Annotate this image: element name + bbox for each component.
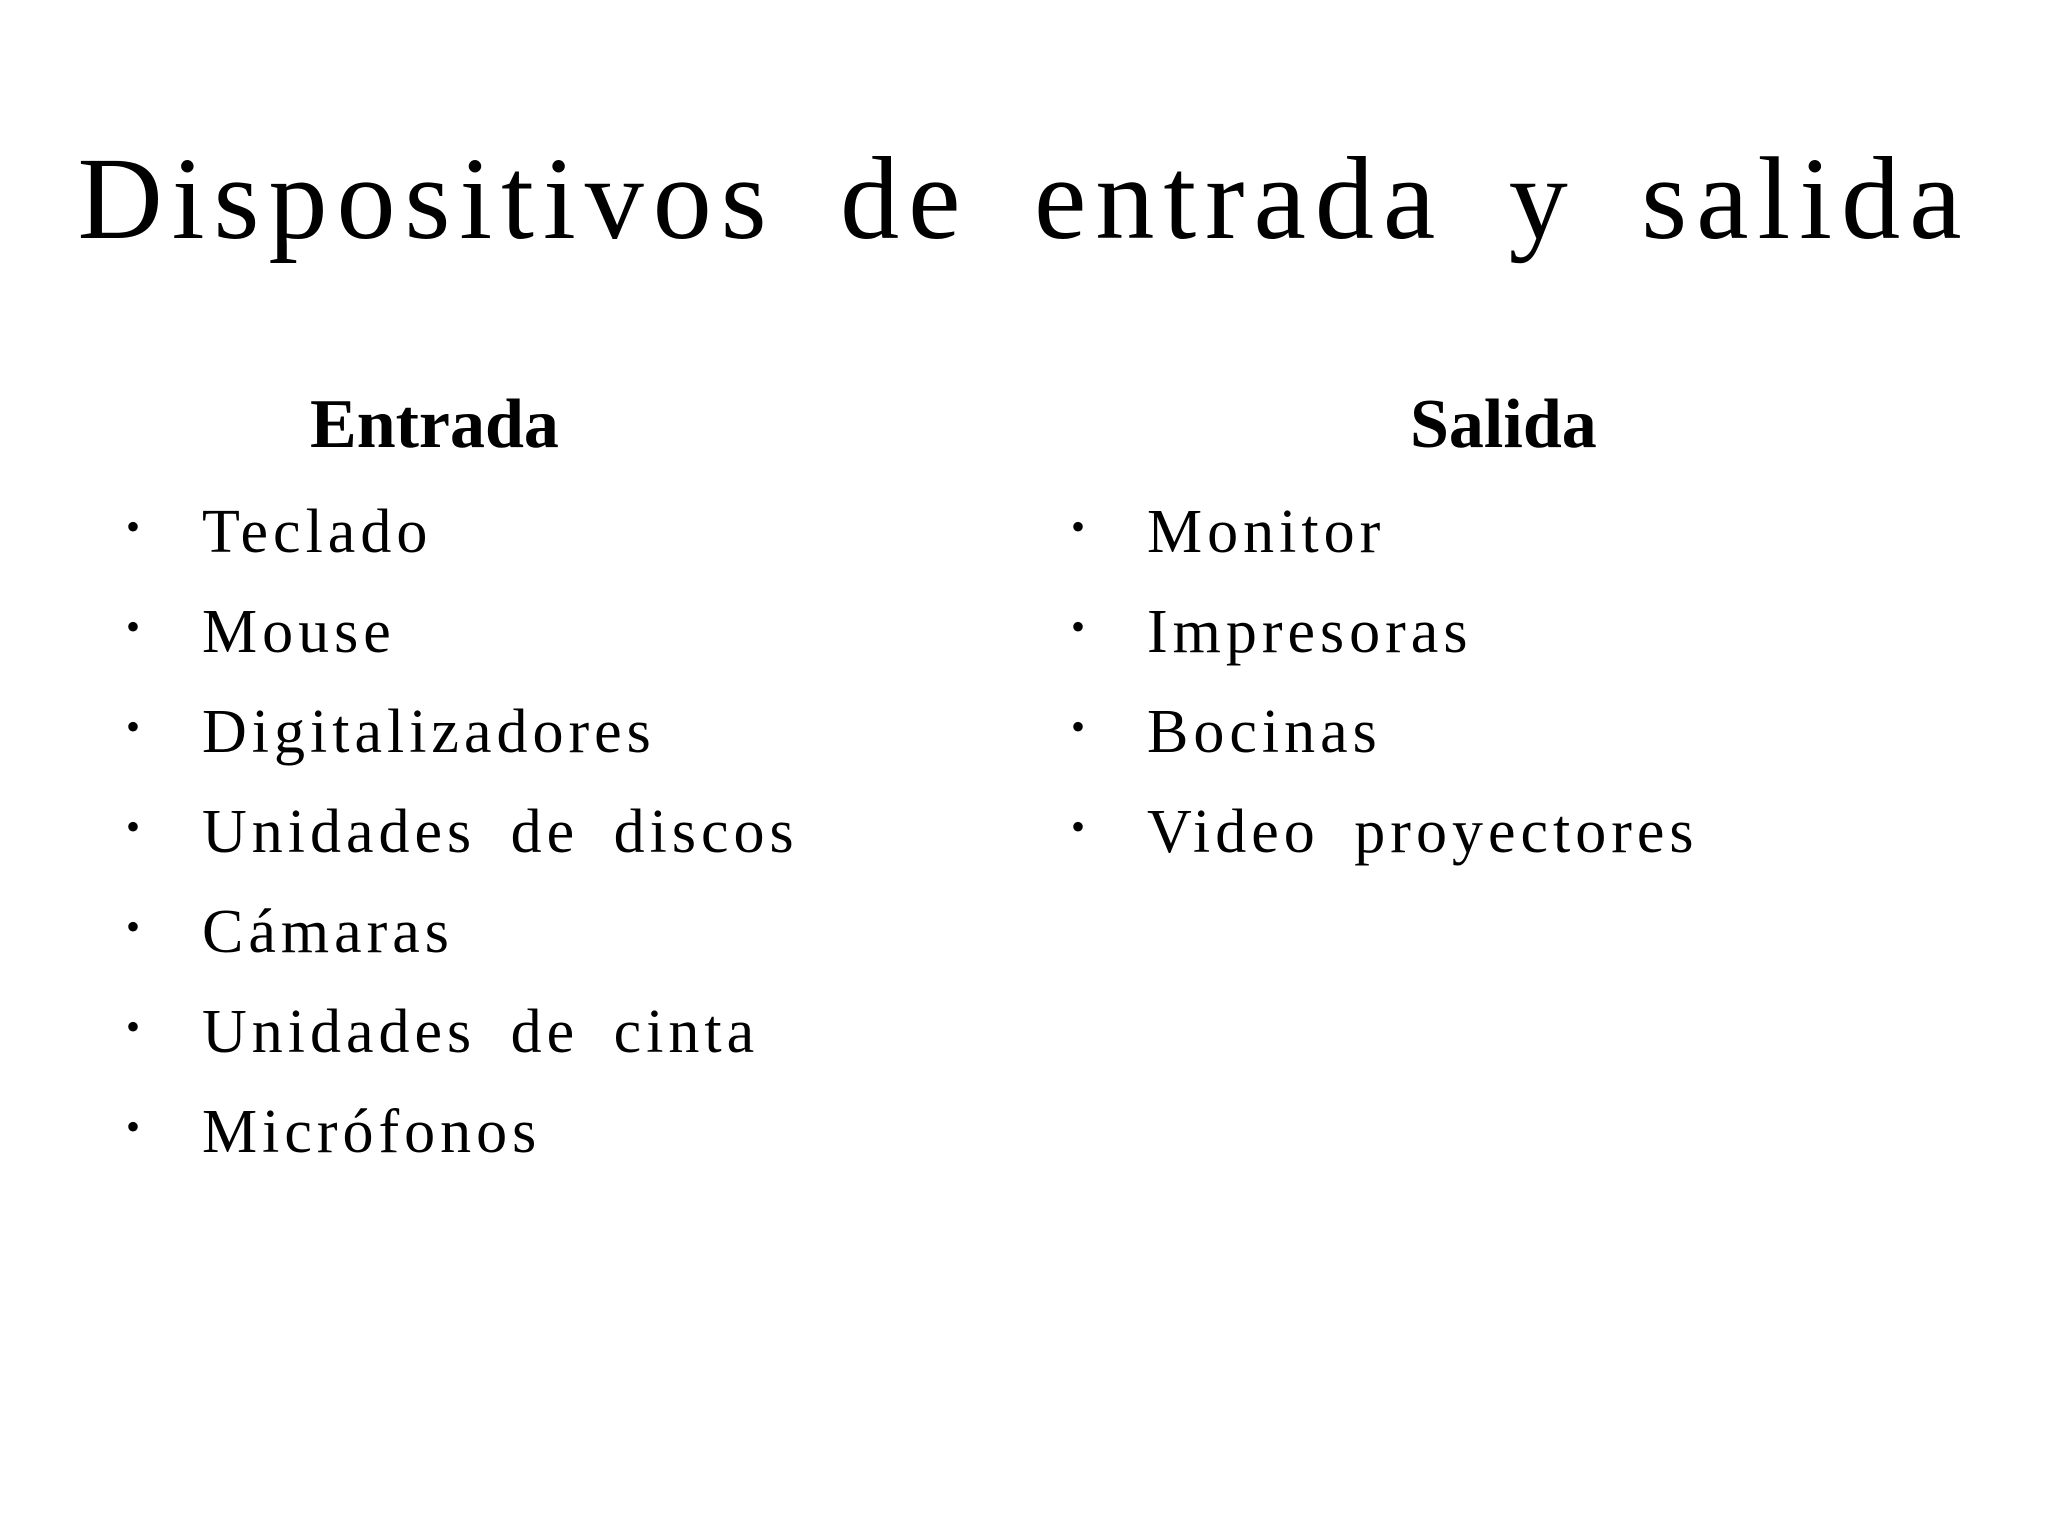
bullet-icon: •	[126, 804, 146, 849]
list-item-label: Mouse	[202, 598, 396, 666]
list-item	[120, 1082, 1000, 1182]
list-item	[120, 782, 1000, 882]
list-item-label: Video proyectores	[1147, 798, 1699, 866]
list-item	[1065, 482, 1945, 582]
list-item-label: Teclado	[202, 498, 433, 566]
list-item	[1065, 782, 1945, 882]
list-item-label: Unidades de cinta	[202, 998, 760, 1066]
list-item-label: Monitor	[1147, 498, 1386, 566]
bullet-icon: •	[1071, 604, 1091, 649]
list-item	[120, 882, 1000, 982]
output-heading: Salida	[1410, 386, 1597, 463]
list-item-label: Digitalizadores	[202, 698, 656, 766]
bullet-icon: •	[126, 1104, 146, 1149]
list-item	[120, 582, 1000, 682]
input-list	[120, 482, 1000, 1182]
list-item-label: Bocinas	[1147, 698, 1382, 766]
list-item	[120, 682, 1000, 782]
bullet-icon: •	[126, 604, 146, 649]
output-list	[1065, 482, 1945, 882]
output-column	[1065, 386, 1945, 882]
bullet-icon: •	[126, 504, 146, 549]
list-item	[1065, 682, 1945, 782]
input-heading: Entrada	[310, 386, 559, 463]
list-item	[120, 482, 1000, 582]
list-item	[1065, 582, 1945, 682]
bullet-icon: •	[1071, 804, 1091, 849]
list-item-label: Impresoras	[1147, 598, 1473, 666]
bullet-icon: •	[1071, 504, 1091, 549]
list-item	[120, 982, 1000, 1082]
slide-title: Dispositivos de entrada y salida	[77, 133, 1971, 264]
list-item-label: Micrófonos	[202, 1098, 542, 1166]
bullet-icon: •	[126, 704, 146, 749]
bullet-icon: •	[1071, 704, 1091, 749]
list-item-label: Cámaras	[202, 898, 454, 966]
bullet-icon: •	[126, 904, 146, 949]
bullet-icon: •	[126, 1004, 146, 1049]
input-column	[120, 386, 1000, 1182]
list-item-label: Unidades de discos	[202, 798, 799, 866]
